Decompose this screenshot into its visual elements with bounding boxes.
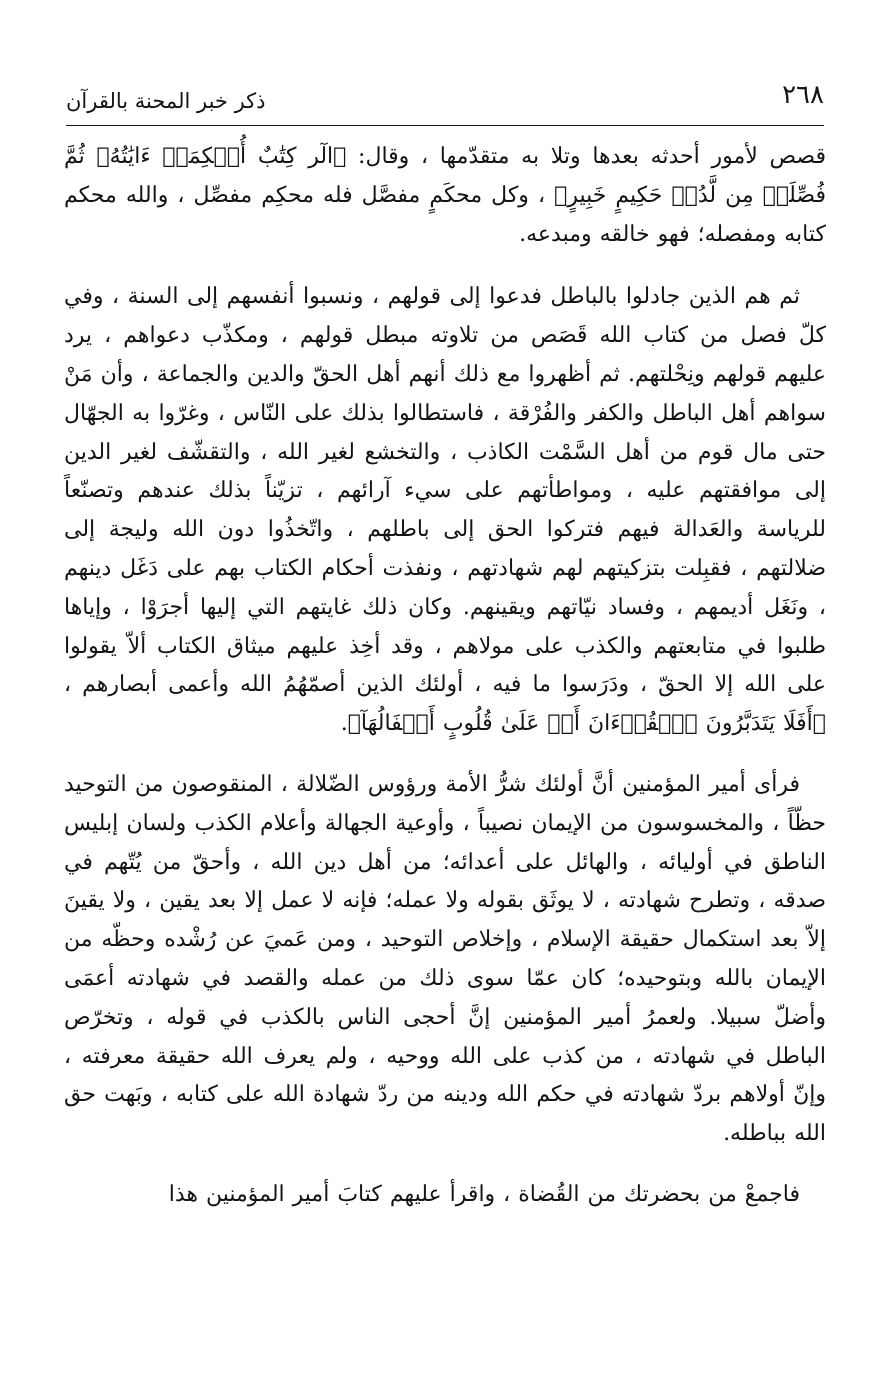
running-title: ذكر خبر المحنة بالقرآن bbox=[66, 89, 266, 113]
paragraph-1: قصص لأمور أحدثه بعدها وتلا به متقدّمها ، وقال: ﴿الٓر كِتَٰبٌ أُحۡكِمَتۡ ءَايَٰتُهُۥ ثُمَّ فُصِّلَتۡ مِن لَّدُنۡ حَكِيمٍ خَبِيرٍ﴾ ، وكل محكَمٍ مفصَّل فله محكِم مفصِّل ، والله محكم كتابه ومفصله؛ فهو خالقه ومبدعه. bbox=[64, 144, 826, 247]
page-number: ٢٦٨ bbox=[782, 80, 824, 110]
body-text bbox=[64, 138, 826, 1237]
header-rule bbox=[66, 125, 824, 126]
paragraph-3: فرأى أمير المؤمنين أنَّ أولئك شرُّ الأمة ورؤوس الضّلالة ، المنقوصون من التوحيد حظّاً ، والمخسوسون من الإيمان نصيباً ، وأوعية الجهالة وأعلام الكذب ولسان إبليس الناطق في أوليائه ، والهائل على أعدائه؛ من أهل دين الله ، وأحقّ من يُتّهم في صدقه ، وتطرح شهادته ، لا يوثَق بقوله ولا عمله؛ فإنه لا عمل إلا بعد يقين ، ولا يقينَ إلاّ بعد استكمال حقيقة الإسلام ، وإخلاص التوحيد ، ومن عَميَ عن رُشْده وحظّه من الإيمان بالله وبتوحيده؛ كان عمّا سوى ذلك من عمله والقصد في شهادته أعمَى وأضلّ سبيلا. ولعمرُ أمير المؤمنين إنَّ أحجى الناس بالكذب في قوله ، وتخرّص الباطل في شهادته ، من كذب على الله ووحيه ، ولم يعرف الله حقيقة معرفته ، وإنّ أولاهم بردّ شهادته في حكم الله ودينه من ردّ شهادة الله على كتابه ، وبَهت حق الله بباطله. bbox=[64, 771, 826, 1147]
page-header bbox=[66, 80, 824, 120]
paragraph-2: ثم هم الذين جادلوا بالباطل فدعوا إلى قولهم ، ونسبوا أنفسهم إلى السنة ، وفي كلّ فصل من كتاب الله قَصَص من تلاوته مبطل قولهم ، ومكذّب دعواهم ، يرد عليهم قولهم ونِحْلتهم. ثم أظهروا مع ذلك أنهم أهل الحقّ والدين والجماعة ، وأن مَنْ سواهم أهل الباطل والكفر والفُرْقة ، فاستطالوا بذلك على النّاس ، وغرّوا به الجهّال حتى مال قوم من أهل السَّمْت الكاذب ، والتخشع لغير الله ، والتقشّف لغير الدين إلى موافقتهم عليه ، ومواطأتهم على سيء آرائهم ، تزيّناً بذلك عندهم وتصنّعاً للرياسة والعَدالة فيهم فتركوا الحق إلى باطلهم ، واتّخذُوا دون الله وليجة إلى ضلالتهم ، فقبِلت بتزكيتهم لهم شهادتهم ، ونفذت أحكام الكتاب بهم على دَغَل دينهم ، ونَغَل أديمهم ، وفساد نيّاتهم ويقينهم. وكان ذلك غايتهم التي إليها أجرَوْا ، وإياها طلبوا في متابعتهم والكذب على مولاهم ، وقد أخِذ عليهم ميثاق الكتاب ألاّ يقولوا على الله إلا الحقّ ، ودَرَسوا ما فيه ، أولئك الذين أصمّهُمُ الله وأعمى أبصارهم ، ﴿أَفَلَا يَتَدَبَّرُونَ ٱلۡقُرۡءَانَ أَمۡ عَلَىٰ قُلُوبٍ أَقۡفَالُهَآ﴾. bbox=[64, 284, 826, 737]
paragraph-4: فاجمعْ من بحضرتك من القُضاة ، واقرأ عليهم كتابَ أمير المؤمنين هذا bbox=[168, 1181, 800, 1207]
